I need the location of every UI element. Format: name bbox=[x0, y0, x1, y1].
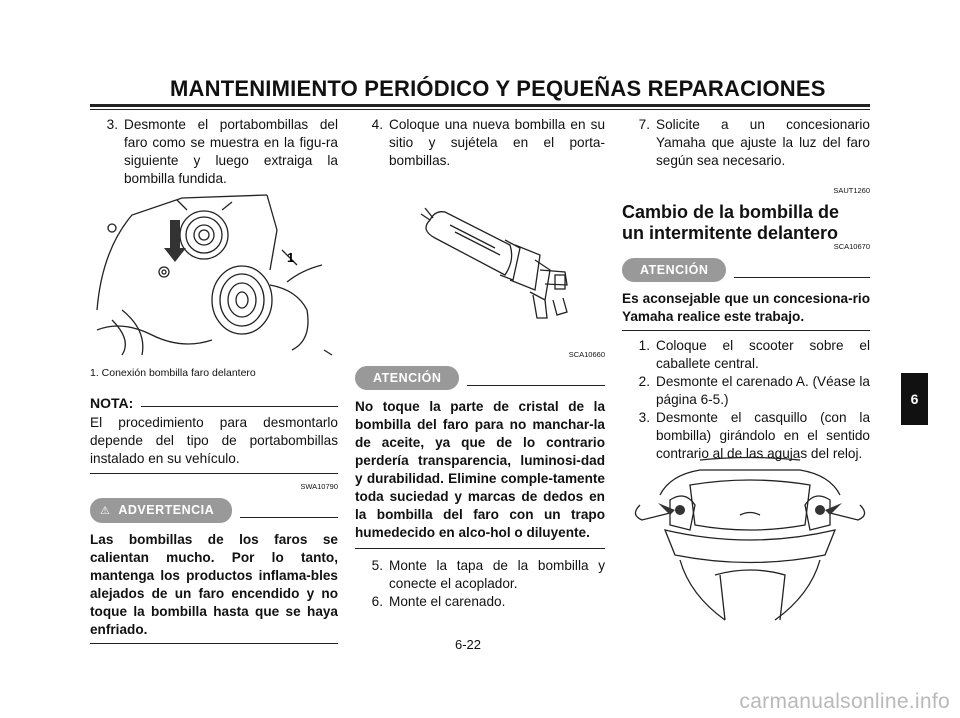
note-rule bbox=[141, 406, 338, 407]
warning-rule bbox=[240, 517, 338, 518]
step-list bbox=[622, 337, 870, 463]
step-text: Desmonte el casquillo (con la bombilla) girándolo en el sentido contrario al de las agujas del reloj. bbox=[656, 410, 870, 461]
step-3 bbox=[90, 116, 338, 188]
column-left bbox=[90, 116, 338, 188]
header-rule-thin bbox=[90, 109, 870, 110]
step-number: 7. bbox=[638, 117, 650, 132]
caution-end-rule bbox=[622, 330, 870, 331]
step-5 bbox=[355, 557, 605, 593]
warning-text: Las bombillas de los faros se calientan mucho. Por lo tanto, mantenga los productos inflama-bles alejados de un faro encendido y no toque la bombilla hasta que se haya enfriado. bbox=[90, 532, 338, 637]
caution-text: Es aconsejable que un concesiona-rio Yamaha realice este trabajo. bbox=[622, 291, 870, 324]
step-1 bbox=[622, 337, 870, 373]
page-number: 6-22 bbox=[455, 637, 482, 652]
warning-label: ADVERTENCIA bbox=[118, 503, 215, 517]
caution-code: SCA10670 bbox=[833, 242, 870, 251]
step-text: Coloque el scooter sobre el caballete central. bbox=[656, 338, 870, 371]
step-number: 3. bbox=[106, 117, 118, 132]
column-middle bbox=[355, 116, 605, 170]
caution-label: ATENCIÓN bbox=[622, 258, 726, 282]
warning-badge bbox=[90, 498, 232, 523]
step-text: Monte el carenado. bbox=[389, 594, 506, 609]
column-right bbox=[622, 116, 870, 463]
watermark: carmanualsonline.info bbox=[739, 690, 950, 713]
step-number: 3. bbox=[638, 410, 650, 425]
figure-callout-1: 1 bbox=[287, 250, 295, 265]
caution-rule bbox=[734, 277, 870, 278]
caution-end-rule bbox=[355, 548, 605, 549]
chapter-tab: 6 bbox=[901, 373, 928, 425]
note-text: El procedimiento para desmontarlo depende del tipo de portabombillas instalado en su vehículo. bbox=[90, 415, 338, 466]
page-header-title: MANTENIMIENTO PERIÓDICO Y PEQUEÑAS REPARACIONES bbox=[170, 76, 826, 101]
step-text: Coloque una nueva bombilla en su sitio y sujétela en el porta-bombillas. bbox=[389, 117, 605, 168]
figure-caption: 1. Conexión bombilla faro delantero bbox=[90, 367, 256, 379]
caution-heading bbox=[355, 366, 605, 390]
column-left-lower bbox=[90, 364, 338, 644]
step-number: 4. bbox=[371, 117, 383, 132]
caution-heading bbox=[622, 258, 870, 282]
step-6 bbox=[355, 593, 605, 611]
column-middle-lower bbox=[355, 346, 605, 611]
note-heading bbox=[90, 394, 338, 412]
caution-code: SCA10660 bbox=[568, 350, 605, 359]
warning-end-rule bbox=[90, 643, 338, 644]
section-title: Cambio de la bombilla de un intermitente delantero bbox=[622, 202, 840, 243]
step-7 bbox=[622, 116, 870, 170]
warning-heading bbox=[90, 498, 338, 523]
step-text: Solicite a un concesionario Yamaha que ajuste la luz del faro según sea necesario. bbox=[656, 117, 870, 168]
step-2 bbox=[622, 373, 870, 409]
step-text: Desmonte el carenado A. (Véase la página 6-5.) bbox=[656, 374, 870, 407]
step-number: 1. bbox=[638, 338, 650, 353]
halogen-bulb-figure bbox=[415, 200, 585, 330]
caution-text: No toque la parte de cristal de la bombilla del faro para no manchar-la de aceite, ya que de lo contrario perdería transparencia, luminosi-dad y durabilidad. Elimine comple-tamente toda suciedad y marcas de dedos en la bombilla del faro con un trapo humedecido en alco-hol o diluyente. bbox=[355, 399, 605, 540]
caution-label: ATENCIÓN bbox=[355, 366, 459, 390]
header-rule bbox=[90, 104, 870, 107]
note-end-rule bbox=[90, 473, 338, 474]
warning-triangle-icon: ⚠ bbox=[100, 505, 111, 517]
headlight-socket-figure bbox=[92, 190, 338, 358]
scooter-front-figure bbox=[630, 455, 870, 625]
step-text: Desmonte el portabombillas del faro como se muestra en la figu-ra siguiente y luego extraiga la bombilla fundida. bbox=[124, 117, 338, 186]
section-code: SAUT1260 bbox=[833, 186, 870, 195]
step-number: 2. bbox=[638, 374, 650, 389]
note-label: NOTA: bbox=[90, 395, 134, 411]
step-text: Monte la tapa de la bombilla y conecte el acoplador. bbox=[389, 558, 605, 591]
warning-code: SWA10790 bbox=[300, 482, 338, 491]
step-number: 6. bbox=[371, 594, 383, 609]
step-4 bbox=[355, 116, 605, 170]
caution-rule bbox=[467, 385, 605, 386]
step-number: 5. bbox=[371, 558, 383, 573]
